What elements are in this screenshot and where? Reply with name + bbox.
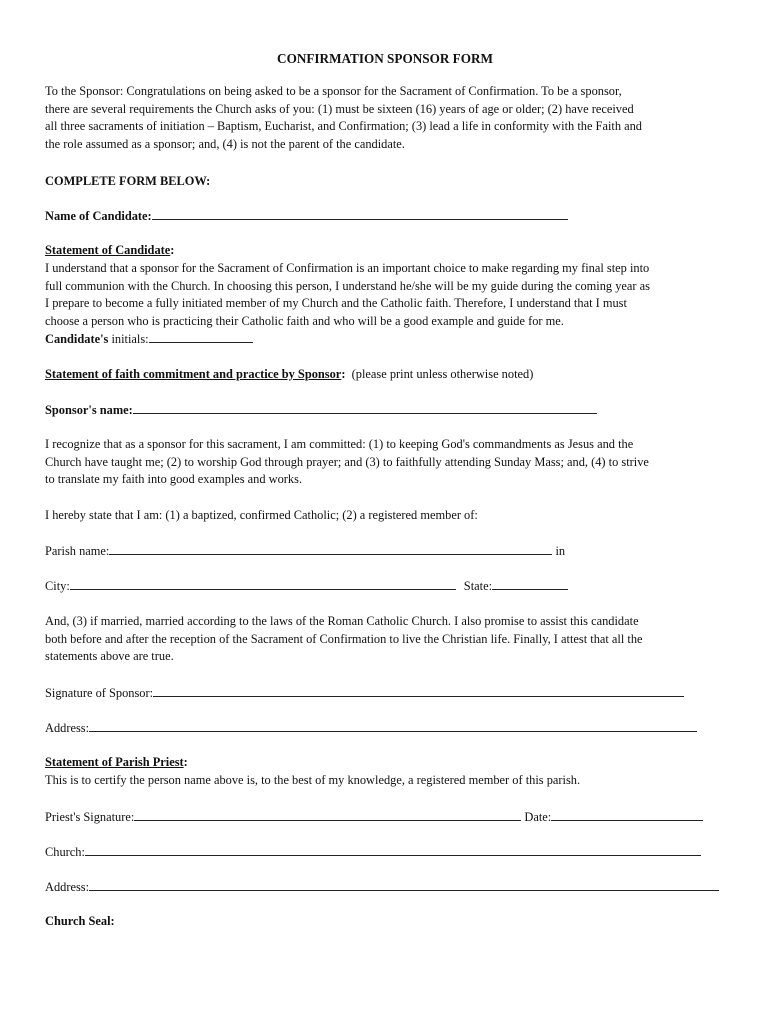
priest-certify-line: This is to certify the person name above is, to the best of my knowledge, a registered member of this parish.: [45, 773, 581, 787]
parish-name-label: Parish name:: [45, 544, 110, 558]
commitment-line: I recognize that as a sponsor for this sacrament, I am committed: (1) to keeping God's commandments as Jesus and the: [45, 437, 634, 451]
parish-suffix: in: [552, 544, 566, 558]
intro-line: all three sacraments of initiation – Baptism, Eucharist, and Confirmation; (3) lead a life in conformity with the Faith and: [45, 119, 643, 134]
sponsor-statement-note: (please print unless otherwise noted): [345, 367, 534, 381]
church-label: Church:: [45, 845, 85, 859]
heading-colon: :: [170, 243, 175, 257]
married-line: both before and after the reception of the Sacrament of Confirmation to live the Christian life. Finally, I attest that all the: [45, 631, 643, 646]
intro-line: To the Sponsor: Congratulations on being asked to be a sponsor for the Sacrament of Confirmation. To be a sponsor,: [45, 84, 622, 98]
candidate-initials-row: [45, 330, 730, 349]
statement-of-candidate-heading: [45, 242, 174, 260]
parish-name-field[interactable]: [109, 542, 552, 555]
statement-of-candidate-title: Statement of Candidate: [45, 243, 171, 257]
sponsor-statement-heading: Statement of faith commitment and practice by Sponsor: [45, 367, 342, 381]
complete-form-heading: COMPLETE FORM BELOW:: [45, 174, 211, 188]
candidate-initials-label: initials:: [108, 332, 149, 347]
married-line: statements above are true.: [45, 649, 174, 664]
church-seal-label: Church Seal:: [45, 914, 115, 928]
candidate-statement-line: full communion with the Church. In choosing this person, I understand he/she will be my guide during the coming year as: [45, 278, 650, 293]
date-field[interactable]: [551, 808, 703, 821]
form-title: CONFIRMATION SPONSOR FORM: [277, 51, 493, 66]
married-paragraph: [45, 613, 730, 666]
sponsor-name-label: Sponsor's name:: [45, 403, 133, 417]
priest-signature-field[interactable]: [134, 808, 521, 821]
sponsor-signature-label: Signature of Sponsor:: [45, 686, 154, 700]
sponsor-signature-field[interactable]: [153, 684, 684, 697]
sponsor-signature-row: [45, 684, 684, 703]
date-label: Date:: [521, 810, 552, 824]
sponsor-statement-heading-row: [45, 366, 533, 384]
state-field[interactable]: [492, 577, 568, 590]
priest-statement-heading-row: [45, 754, 188, 772]
candidate-initials-field[interactable]: [149, 330, 253, 343]
commitment-line: to translate my faith into good examples and works.: [45, 472, 303, 487]
sponsor-state-line: I hereby state that I am: (1) a baptized, confirmed Catholic; (2) a registered member of:: [45, 508, 478, 522]
candidate-statement-paragraph: [45, 260, 730, 349]
married-line: And, (3) if married, married according to the laws of the Roman Catholic Church. I also promise to assist this candidate: [45, 614, 639, 628]
commitment-line: Church have taught me; (2) to worship God through prayer; and (3) to faithfully attending Sunday Mass; and, (4) to strive: [45, 454, 649, 469]
church-address-row: [45, 878, 719, 897]
sponsor-commitment-paragraph: [45, 436, 730, 489]
intro-paragraph: [45, 83, 730, 153]
sponsor-name-row: [45, 401, 597, 420]
sponsor-address-field[interactable]: [89, 719, 697, 732]
candidate-statement-line: choose a person who is practicing their Catholic faith and who will be a good example and guide for me.: [45, 313, 564, 328]
intro-line: there are several requirements the Church asks of you: (1) must be sixteen (16) years of age or older; (2) have received: [45, 101, 634, 116]
candidate-name-field[interactable]: [152, 207, 568, 220]
church-field[interactable]: [85, 843, 701, 856]
priest-signature-label: Priest's Signature:: [45, 810, 135, 824]
candidate-name-row: [45, 207, 568, 226]
church-address-label: Address:: [45, 880, 90, 894]
sponsor-address-label: Address:: [45, 721, 90, 735]
heading-colon: :: [183, 755, 188, 769]
city-label: City:: [45, 579, 70, 593]
state-label: State:: [463, 579, 493, 593]
city-state-row: [45, 577, 568, 596]
church-row: [45, 843, 701, 862]
intro-line: the role assumed as a sponsor; and, (4) is not the parent of the candidate.: [45, 136, 405, 151]
candidate-statement-line: I understand that a sponsor for the Sacrament of Confirmation is an important choice to make regarding my final step into: [45, 261, 650, 275]
sponsor-name-field[interactable]: [133, 401, 597, 414]
candidate-statement-line: I prepare to become a fully initiated member of my Church and the Catholic faith. Therefore, I understand that I must: [45, 296, 627, 311]
city-field[interactable]: [70, 577, 456, 590]
heading-colon: :: [341, 367, 346, 381]
priest-statement-heading: Statement of Parish Priest: [45, 755, 184, 769]
sponsor-address-row: [45, 719, 697, 738]
church-address-field[interactable]: [89, 878, 719, 891]
candidate-initials-label-bold: Candidate's: [45, 332, 109, 347]
candidate-name-label: Name of Candidate:: [45, 209, 152, 223]
parish-name-row: [45, 542, 565, 561]
priest-signature-row: [45, 808, 703, 827]
